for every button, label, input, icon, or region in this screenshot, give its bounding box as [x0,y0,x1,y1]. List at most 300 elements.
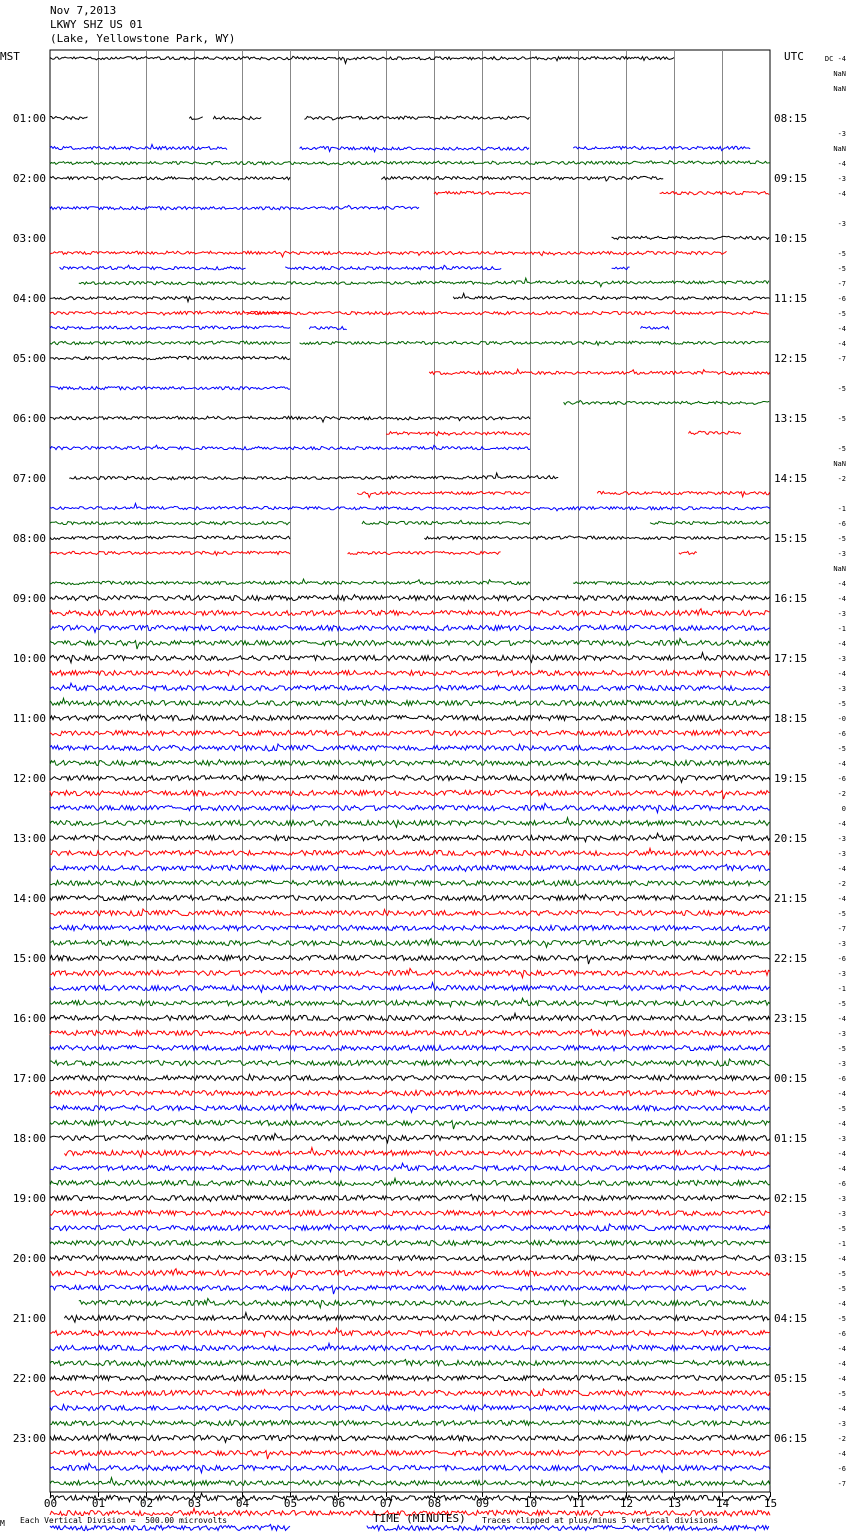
mst-hour-label: 14:00 [12,892,46,905]
trace-segment [50,1524,290,1530]
trace-row [50,714,770,721]
trace-segment [50,1194,770,1201]
utc-hour-label: 11:15 [774,292,808,305]
mst-hour-label: 15:00 [12,952,46,965]
trace-value-label: -6 [837,730,846,738]
trace-segment [50,297,290,302]
trace-row [50,818,770,828]
trace-segment [50,1120,770,1129]
trace-value-label: -1 [837,985,846,993]
trace-segment [50,1285,746,1294]
trace-segment [50,251,727,257]
utc-hour-label: 10:15 [774,232,808,245]
trace-value-label: -4 [837,1090,846,1098]
trace-row [50,790,770,799]
utc-hour-label: 01:15 [774,1132,808,1145]
x-tick-label: 01 [91,1497,106,1510]
trace-row [50,653,770,663]
trace-row [50,925,770,931]
utc-hour-label: 03:15 [774,1252,808,1265]
mst-hour-label: 19:00 [12,1192,46,1205]
trace-segment [424,536,769,540]
trace-row [50,983,770,993]
trace-row [50,326,669,330]
trace-segment [50,1133,770,1142]
trace-segment [50,1163,770,1172]
x-tick-label: 05 [283,1497,298,1510]
trace-segment [386,432,530,436]
trace-row [50,356,290,359]
utc-hour-label: 00:15 [774,1072,808,1085]
trace-row [50,341,769,345]
trace-segment [50,909,770,916]
trace-row [50,1059,770,1066]
trace-value-label: -4 [837,670,846,678]
trace-row [357,491,770,497]
trace-segment [50,983,770,993]
trace-segment [300,341,769,345]
trace-segment [50,818,770,828]
trace-row [50,864,770,871]
trace-row [50,1045,770,1051]
trace-row [50,536,769,540]
trace-row [69,473,558,480]
trace-row [50,1524,769,1530]
trace-segment [381,176,663,181]
trace-value-label: NaN [833,565,846,573]
trace-segment [189,117,203,120]
trace-value-label: -5 [837,1315,846,1323]
x-tick-label: 07 [379,1497,394,1510]
trace-value-label: -5 [837,385,846,393]
trace-row [50,1178,770,1185]
trace-value-label: -3 [837,130,846,138]
trace-segment [50,895,770,901]
trace-value-label: -4 [837,1015,846,1023]
trace-segment [357,492,530,498]
trace-row [50,1343,770,1350]
trace-value-label: -7 [837,1480,846,1488]
trace-row [50,1405,770,1411]
x-tick-label: 14 [715,1497,730,1510]
trace-row [50,1269,770,1278]
trace-segment [50,1269,770,1278]
trace-row [50,503,770,510]
trace-value-label: -6 [837,955,846,963]
left-axis-title: MST [0,50,20,63]
mst-hour-label: 16:00 [12,1012,46,1025]
trace-row [50,56,674,63]
trace-row [50,968,770,977]
trace-segment [688,431,741,434]
trace-value-label: -2 [837,1435,846,1443]
trace-value-label: -3 [837,1135,846,1143]
trace-segment [573,582,770,585]
trace-row [50,833,770,842]
trace-segment [50,387,290,390]
trace-segment [50,638,770,649]
trace-segment [64,1313,769,1323]
trace-segment [564,401,770,405]
trace-row [50,1255,770,1260]
trace-row [50,1224,770,1231]
trace-value-label: -3 [837,970,846,978]
trace-value-label: -1 [837,1240,846,1248]
trace-value-label: -3 [837,1195,846,1203]
trace-row [50,1478,770,1486]
trace-value-label: -4 [837,325,846,333]
header-location: (Lake, Yellowstone Park, WY) [50,32,236,45]
trace-segment [50,1013,770,1020]
x-tick-label: 00 [43,1497,58,1510]
trace-segment [50,161,770,165]
trace-row [50,1029,770,1036]
trace-row [50,251,727,257]
x-axis-title: TIME (MINUTES) [373,1512,466,1525]
mst-hour-label: 22:00 [12,1372,46,1385]
trace-value-label: -4 [837,760,846,768]
x-tick-label: 11 [571,1497,586,1510]
trace-value-label: -4 [837,595,846,603]
trace-value-label: -3 [837,550,846,558]
trace-value-label: -3 [837,835,846,843]
trace-row [50,520,770,525]
trace-segment [50,1389,770,1396]
trace-row [50,1389,770,1396]
trace-row [64,1313,769,1323]
trace-value-label: -6 [837,1180,846,1188]
trace-value-label: -3 [837,1060,846,1068]
trace-segment [50,1359,770,1366]
trace-value-label: -4 [837,895,846,903]
utc-hour-label: 22:15 [774,952,808,965]
trace-row [50,1493,770,1502]
trace-row [50,1163,770,1172]
trace-segment [362,520,530,524]
trace-segment [50,1420,770,1425]
mst-hour-label: 08:00 [12,532,46,545]
utc-hour-label: 16:15 [774,592,808,605]
trace-value-label: -6 [837,295,846,303]
trace-segment [50,117,88,120]
trace-row [50,730,770,736]
trace-row [50,638,770,649]
trace-value-label: -4 [837,1300,846,1308]
trace-segment [300,146,529,151]
trace-row [50,698,770,706]
trace-value-label: -5 [837,1045,846,1053]
trace-segment [50,998,770,1007]
trace-value-label: -5 [837,1285,846,1293]
trace-row [50,1359,770,1366]
mst-hour-label: 10:00 [12,652,46,665]
trace-segment [50,56,674,63]
mst-hour-label: 01:00 [12,112,46,125]
trace-segment [50,1059,770,1066]
trace-row [50,1194,770,1201]
trace-row [50,595,770,601]
mst-hour-label: 12:00 [12,772,46,785]
trace-value-label: -5 [837,1390,846,1398]
trace-value-label: -3 [837,940,846,948]
trace-value-label: -4 [837,1120,846,1128]
x-tick-label: 06 [331,1497,346,1510]
trace-segment [50,1463,770,1472]
trace-segment [50,1029,770,1036]
x-tick-label: 10 [523,1497,538,1510]
trace-segment [50,1405,770,1411]
trace-segment [50,848,770,855]
trace-segment [60,265,246,270]
trace-row [612,236,770,239]
trace-row [50,1434,770,1443]
trace-value-label: -6 [837,1075,846,1083]
trace-value-label: -4 [837,1450,846,1458]
trace-value-label: -3 [837,1030,846,1038]
trace-value-label: -5 [837,910,846,918]
trace-value-label: -4 [837,340,846,348]
utc-hour-label: 20:15 [774,832,808,845]
trace-row [50,670,770,676]
mst-hour-label: 07:00 [12,472,46,485]
trace-row [50,176,663,181]
trace-row [50,145,750,152]
trace-value-label: -5 [837,535,846,543]
trace-value-label: -3 [837,175,846,183]
trace-value-label: -4 [837,1405,846,1413]
trace-row [50,205,419,210]
trace-segment [348,551,501,554]
trace-value-label: -2 [837,475,846,483]
trace-row [50,760,770,766]
trace-segment [50,1075,770,1081]
trace-value-label: -4 [837,1345,846,1353]
trace-segment [640,327,669,330]
mst-hour-label: 17:00 [12,1072,46,1085]
mst-hour-label: 11:00 [12,712,46,725]
trace-row [429,369,770,374]
trace-segment [660,192,770,195]
utc-hour-label: 23:15 [774,1012,808,1025]
trace-value-label: -7 [837,280,846,288]
trace-value-label: -5 [837,265,846,273]
trace-value-label: -5 [837,310,846,318]
trace-value-label: -4 [837,160,846,168]
trace-row [50,909,770,916]
x-tick-label: 09 [475,1497,490,1510]
trace-value-label: NaN [833,70,846,78]
trace-row [50,293,770,301]
trace-segment [50,653,770,663]
header-date: Nov 7,2013 [50,4,117,17]
trace-row [50,744,770,751]
trace-value-label: -5 [837,250,846,258]
right-axis-title: UTC [784,50,804,63]
mst-hour-label: 21:00 [12,1312,46,1325]
trace-row [50,1285,746,1294]
trace-value-label: -3 [837,850,846,858]
utc-hour-label: 06:15 [774,1432,808,1445]
trace-segment [69,473,558,480]
trace-value-label: -5 [837,745,846,753]
trace-row [434,191,769,194]
trace-row [50,311,769,316]
trace-value-label: -7 [837,355,846,363]
trace-value-label: -6 [837,520,846,528]
trace-row [79,1298,769,1307]
trace-row [50,1210,770,1216]
utc-hour-label: 05:15 [774,1372,808,1385]
trace-value-label: NaN [833,145,846,153]
trace-row [50,161,770,165]
trace-segment [597,491,770,496]
trace-value-label: -4 [837,190,846,198]
trace-value-label: -6 [837,1330,846,1338]
trace-segment [50,670,770,676]
trace-segment [50,760,770,766]
trace-row [50,625,770,632]
trace-segment [50,176,290,180]
utc-hour-label: 08:15 [774,112,808,125]
corner-mark: M [0,1519,5,1528]
trace-value-label: -6 [837,775,846,783]
trace-segment [50,145,227,150]
trace-segment [50,1328,770,1337]
trace-value-label: -4 [837,640,846,648]
trace-segment [79,1298,769,1307]
trace-segment [50,1178,770,1185]
trace-segment [367,1526,769,1531]
trace-value-label: -6 [837,1465,846,1473]
trace-value-label: -5 [837,1000,846,1008]
trace-segment [573,146,750,150]
trace-segment [50,925,770,931]
header-station: LKWY SHZ US 01 [50,18,143,31]
trace-segment [213,116,261,119]
trace-segment [50,744,770,751]
trace-value-label: -3 [837,220,846,228]
trace-value-label: -1 [837,625,846,633]
trace-segment [679,551,697,554]
trace-segment [50,774,770,783]
x-tick-label: 13 [667,1497,682,1510]
trace-value-label: -4 [837,1255,846,1263]
trace-row [50,774,770,783]
trace-row [50,1450,770,1459]
x-tick-label: 02 [139,1497,154,1510]
trace-row [564,401,770,405]
trace-segment [50,803,770,812]
utc-hour-label: 12:15 [774,352,808,365]
trace-row [79,278,769,287]
trace-segment [650,521,770,524]
clip-note: Traces clipped at plus/minus 5 vertical divisions [482,1516,719,1525]
trace-value-label: -2 [837,790,846,798]
trace-value-label: -3 [837,655,846,663]
trace-segment [79,278,769,287]
trace-row [50,848,770,855]
trace-value-label: DC -4 [824,55,846,63]
trace-segment [50,609,770,616]
trace-value-label: -5 [837,1225,846,1233]
utc-hour-label: 15:15 [774,532,808,545]
trace-segment [50,833,770,842]
trace-value-label: -4 [837,1360,846,1368]
trace-value-label: -4 [837,580,846,588]
trace-row [50,803,770,812]
trace-row [50,387,290,390]
utc-hour-label: 17:15 [774,652,808,665]
utc-hour-label: 09:15 [774,172,808,185]
mst-hour-label: 18:00 [12,1132,46,1145]
trace-row [50,1375,770,1381]
x-tick-label: 08 [427,1497,442,1510]
utc-hour-label: 02:15 [774,1192,808,1205]
trace-segment [50,1210,770,1216]
trace-value-label: -4 [837,1165,846,1173]
trace-row [50,998,770,1007]
utc-hour-label: 14:15 [774,472,808,485]
trace-value-label: -5 [837,415,846,423]
trace-segment [50,1224,770,1231]
trace-value-label: 0 [841,805,846,813]
trace-value-label: -5 [837,445,846,453]
utc-hour-label: 13:15 [774,412,808,425]
trace-value-label: -2 [837,880,846,888]
trace-row [50,880,770,886]
mst-hour-label: 05:00 [12,352,46,365]
trace-segment [50,730,770,736]
trace-segment [612,236,770,239]
trace-value-label: -0 [837,715,846,723]
trace-value-label: -5 [837,1105,846,1113]
trace-segment [50,790,770,799]
trace-segment [50,955,770,964]
trace-row [50,683,770,690]
trace-row [50,1120,770,1129]
mst-hour-label: 13:00 [12,832,46,845]
trace-row [50,1013,770,1020]
utc-hour-label: 19:15 [774,772,808,785]
trace-row [50,551,697,555]
mst-hour-label: 03:00 [12,232,46,245]
trace-row [50,116,529,120]
trace-segment [50,1255,770,1260]
trace-value-label: -3 [837,1210,846,1218]
trace-row [50,1463,770,1472]
trace-row [60,265,630,270]
trace-segment [50,864,770,871]
trace-segment [247,311,769,315]
trace-segment [50,1090,770,1095]
mst-hour-label: 09:00 [12,592,46,605]
trace-value-label: -3 [837,685,846,693]
trace-row [50,895,770,901]
trace-value-label: -4 [837,865,846,873]
trace-value-label: NaN [833,460,846,468]
trace-row [64,1148,769,1158]
trace-segment [50,1343,770,1350]
trace-segment [50,880,770,886]
trace-segment [309,327,347,330]
trace-segment [50,714,770,721]
trace-segment [429,369,770,374]
trace-segment [50,968,770,977]
x-tick-label: 15 [763,1497,778,1510]
trace-row [50,1075,770,1081]
trace-row [50,609,770,616]
mst-hour-label: 06:00 [12,412,46,425]
